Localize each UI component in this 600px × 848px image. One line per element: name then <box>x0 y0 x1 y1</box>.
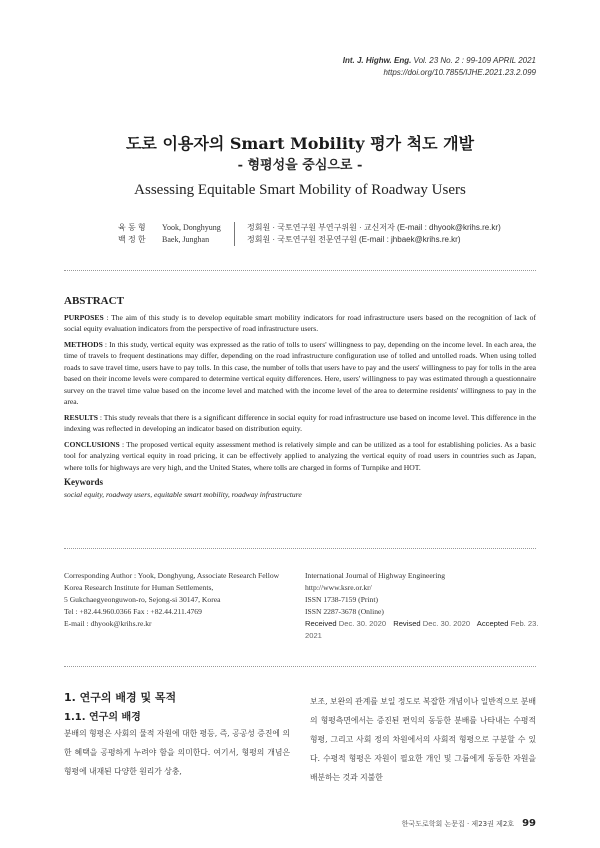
section-heading: 1. 연구의 배경 및 목적 <box>64 691 177 704</box>
correspondence-line: Tel : +82.44.960.0366 Fax : +82.44.211.4769 <box>64 607 202 616</box>
section-headings <box>64 690 284 725</box>
author-divider <box>234 222 243 234</box>
title-block <box>0 134 600 200</box>
conclusions-text: : The proposed vertical equity assessment method is relatively simple and can be utilized as a tool for establishing policies. As a basic tool for analyzing vertical equity in road pricing, it can be effectively applied to analyzing the vertical equity of road users in countries such as Japan, where tolls for highways are very high, and the United States, where tolls are charged in forms of Turnpike and HOT. <box>64 439 536 472</box>
author-affiliation: 정회원 · 국토연구원 부연구위원 · 교신저자 (E-mail : dhyook@krihs.re.kr) <box>247 223 501 232</box>
abstract-methods <box>64 339 536 408</box>
publication-line: ISSN 1738-7159 (Print) <box>305 595 378 604</box>
journal-header <box>343 55 536 79</box>
footer-journal: 한국도로학회 논문집 · 제23권 제2호 <box>401 820 515 828</box>
title-english: Assessing Equitable Smart Mobility of Roadway Users <box>134 182 466 198</box>
author-name-en: Baek, Junghan <box>162 235 210 244</box>
submission-dates <box>305 618 545 642</box>
divider-top <box>64 270 536 271</box>
received-date: Dec. 30. 2020 <box>338 619 387 628</box>
author-row <box>118 222 501 234</box>
received-label: Received <box>305 619 337 628</box>
abstract-conclusions <box>64 439 536 474</box>
conclusions-label: CONCLUSIONS <box>64 439 120 449</box>
abstract-purposes <box>64 312 536 335</box>
publication-block <box>305 570 545 642</box>
abstract-heading: ABSTRACT <box>64 295 124 307</box>
correspondence-line: 5 Gukchaegyeonguwon-ro, Sejong-si 30147, Korea <box>64 595 221 604</box>
author-name-ko: 육 동 형 <box>118 223 146 232</box>
keywords-heading: Keywords <box>64 477 103 487</box>
results-label: RESULTS <box>64 412 98 422</box>
author-row <box>118 234 501 246</box>
revised-label: Revised <box>393 619 421 628</box>
journal-volume: Vol. 23 No. 2 : 99-109 APRIL 2021 <box>411 56 536 65</box>
page-number: 99 <box>522 818 536 829</box>
journal-abbrev: Int. J. Highw. Eng. <box>342 56 412 65</box>
subsection-heading: 1.1. 연구의 배경 <box>64 712 141 723</box>
page-footer <box>402 818 536 829</box>
accepted-date: Feb. 23. 2021 <box>305 619 539 640</box>
author-list <box>118 222 501 246</box>
author-name-en: Yook, Donghyung <box>162 223 221 232</box>
divider-middle <box>64 548 536 549</box>
publication-line: International Journal of Highway Engineering <box>305 571 446 580</box>
publication-url[interactable]: http://www.ksre.or.kr/ <box>305 583 372 592</box>
subtitle-korean: - 형평성을 중심으로 - <box>237 158 363 173</box>
divider-bottom <box>64 666 536 667</box>
accepted-label: Accepted <box>476 619 509 628</box>
author-divider <box>234 234 243 246</box>
purposes-label: PURPOSES <box>64 312 104 322</box>
correspondence-line: Korea Research Institute for Human Settlements, <box>64 583 214 592</box>
correspondence-email[interactable]: E-mail : dhyook@krihs.re.kr <box>64 619 152 628</box>
purposes-text: : The aim of this study is to develop equitable smart mobility indicators for road infrastructure users based on the recognition of lack of social equity evaluation indicators from the perspective of road infrastructure users. <box>64 312 536 333</box>
correspondence-line: Corresponding Author : Yook, Donghyung, Associate Research Fellow <box>64 571 280 580</box>
revised-date: Dec. 30. 2020 <box>422 619 471 628</box>
keywords-text: social equity, roadway users, equitable smart mobility, roadway infrastructure <box>64 489 302 499</box>
methods-label: METHODS <box>64 339 103 349</box>
doi-link[interactable]: https://doi.org/10.7855/IJHE.2021.23.2.099 <box>383 68 536 77</box>
title-korean: 도로 이용자의 Smart Mobility 평가 척도 개발 <box>125 134 475 153</box>
correspondence-block <box>64 570 304 630</box>
methods-text: : In this study, vertical equity was expressed as the ratio of tolls to users' willingness to pay, depending on the income level. In each area, the time of travels to frequent destinations may differ, depending on the road infrastructure configuration use of tolled and untolled roads. When using tolled roads to save travel time, users have to pay tolls. In this case, the number of tolls that users have to pay and the users' willingness to pay for tolls in the area based on their income levels were compared to determine vertical equity differences. Here, users' willingness to pay was estimated through a questionnaire survey on the travel time value based on the income level and matched with the income level of the area to determine residents' willingness to pay in the area. <box>64 339 536 406</box>
body-column-right: 보조, 보완의 관계를 보일 정도로 복잡한 개념이나 일반적으로 분배의 형평측면에서는 증진된 편익의 동등한 분배를 나타내는 수평적 형평, 그리고 사회 정의 차원에서의 사회적 형평으로 구분할 수 있다. 수평적 형평은 자원이 필요한 개인 및 그룹에게 동등한 자원을 배분하는 것과 지불한 <box>310 697 536 782</box>
abstract <box>64 296 536 500</box>
body-column-left: 분배의 형평은 사회의 물적 자원에 대한 평등, 즉, 공공성 증진에 의한 혜택을 공평하게 누려야 함을 의미한다. 여기서, 형평의 개념은 형평에 내재된 다양한 원리가 상충, <box>64 729 290 776</box>
results-text: : This study reveals that there is a significant difference in social equity for road infrastructure use based on income level. This difference in the indexing was reflected in developing an indicator based on distribution equity. <box>64 412 536 433</box>
author-name-ko: 백 정 한 <box>118 235 146 244</box>
publication-line: ISSN 2287-3678 (Online) <box>305 607 384 616</box>
author-affiliation: 정회원 · 국토연구원 전문연구원 (E-mail : jhbaek@krihs.re.kr) <box>247 235 461 244</box>
abstract-results <box>64 412 536 435</box>
